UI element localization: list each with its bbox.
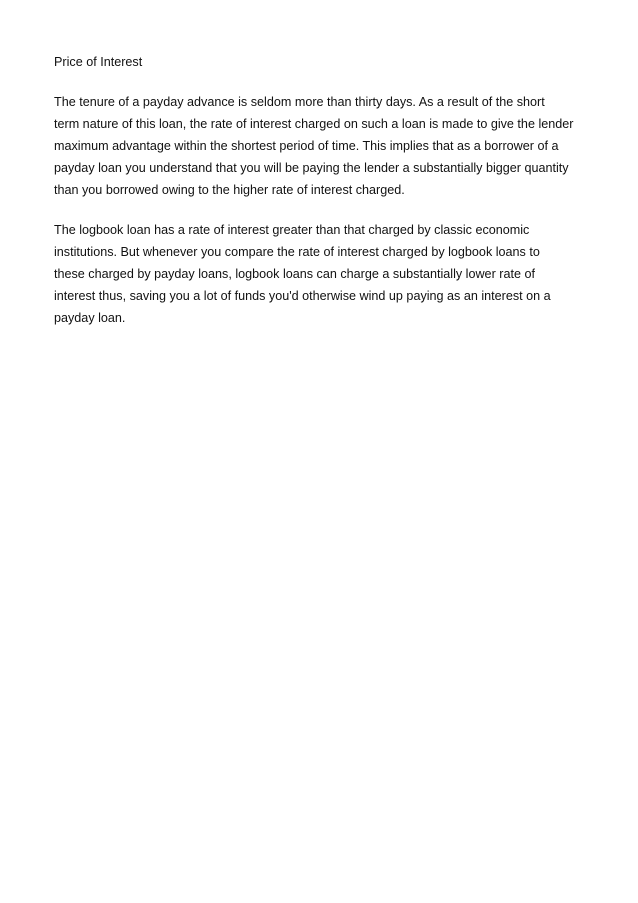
paragraph-line: payday loan.: [54, 311, 126, 325]
paragraph-line: than you borrowed owing to the higher rate of interest charged.: [54, 183, 405, 197]
paragraph-line: these charged by payday loans, logbook loans can charge a substantially lower rate of: [54, 267, 535, 281]
paragraph-line: term nature of this loan, the rate of interest charged on such a loan is made to give the lender: [54, 117, 574, 131]
document-title: Price of Interest: [54, 55, 143, 69]
paragraph-line: interest thus, saving you a lot of funds you'd otherwise wind up paying as an interest on a: [54, 289, 551, 303]
paragraph-1: [54, 91, 584, 201]
paragraph-line: institutions. But whenever you compare the rate of interest charged by logbook loans to: [54, 245, 540, 259]
paragraph-line: maximum advantage within the shortest period of time. This implies that as a borrower of a: [54, 139, 559, 153]
paragraph-2: [54, 219, 584, 329]
paragraph-line: The tenure of a payday advance is seldom more than thirty days. As a result of the short: [54, 95, 545, 109]
paragraph-line: payday loan you understand that you will be paying the lender a substantially bigger quantity: [54, 161, 569, 175]
paragraph-line: The logbook loan has a rate of interest greater than that charged by classic economic: [54, 223, 530, 237]
